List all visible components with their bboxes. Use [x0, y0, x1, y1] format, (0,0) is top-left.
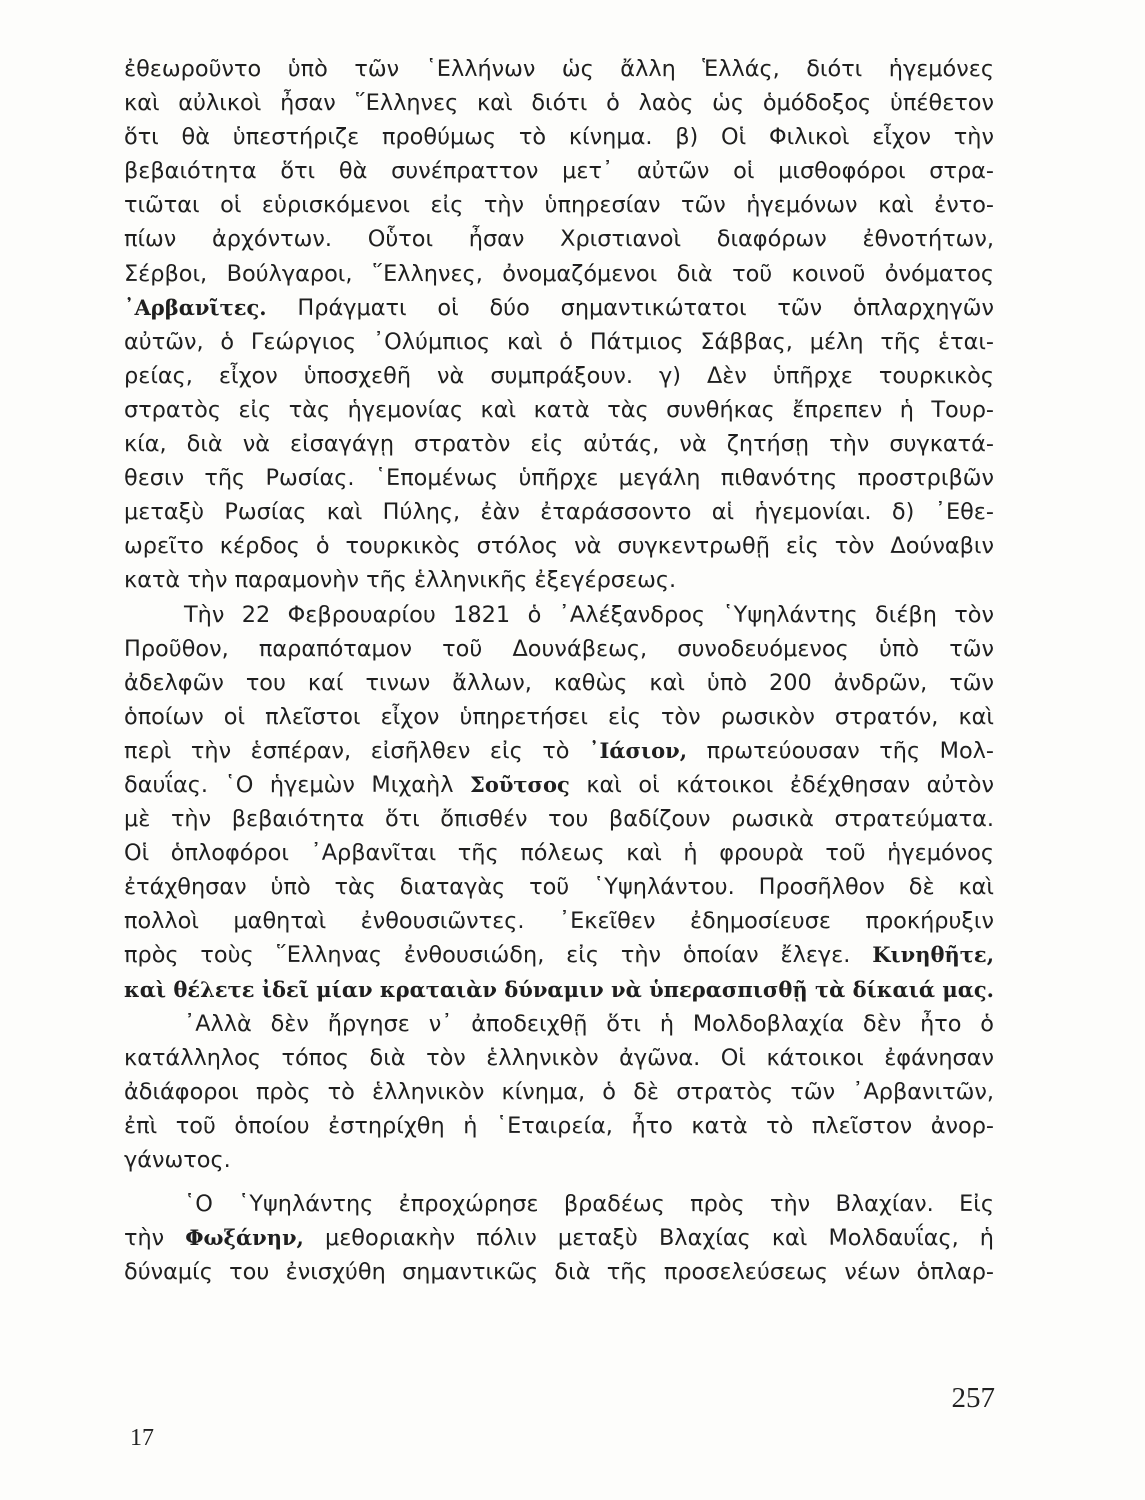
text-run: δαυΐας. ῾Ο ἡγεμὼν Μιχαὴλ	[124, 771, 470, 798]
text-line: θεσιν τῆς Ρωσίας. ῾Επομένως ὑπῆρχε μεγάλη πιθανότης προστριβῶν	[124, 465, 994, 492]
text-line: ἐτάχθησαν ὑπὸ τὰς διαταγὰς τοῦ ῾Υψηλάντου. Προσῆλθον δὲ καὶ	[124, 874, 994, 901]
text-line	[124, 291, 994, 325]
text-line: ἐθεωροῦντο ὑπὸ τῶν ῾Ελλήνων ὡς ἄλλη Ἑλλάς, διότι ἡγεμόνες	[124, 56, 994, 82]
text-line: ἐπὶ τοῦ ὁποίου ἐστηρίχθη ἡ ῾Εταιρεία, ἦτο κατὰ τὸ πλεῖστον ἀνορ-	[124, 1112, 994, 1139]
text-line: κατάλληλος τόπος διὰ τὸν ἑλληνικὸν ἀγῶνα. Οἱ κάτοικοι ἐφάνησαν	[124, 1044, 994, 1071]
text-line: ἀδιάφοροι πρὸς τὸ ἑλληνικὸν κίνημα, ὁ δὲ στρατὸς τῶν ᾽Αρβανιτῶν,	[124, 1078, 994, 1105]
text-line	[124, 938, 994, 972]
text-line	[124, 973, 994, 1007]
text-line: πίων ἀρχόντων. Οὗτοι ἦσαν Χριστιανοὶ διαφόρων ἐθνοτήτων,	[124, 226, 994, 253]
text-line: στρατὸς εἰς τὰς ἡγεμονίας καὶ κατὰ τὰς συνθήκας ἔπρεπεν ἡ Τουρ-	[124, 396, 994, 423]
page-number: 257	[951, 1382, 995, 1414]
signature-mark: 17	[130, 1425, 154, 1451]
text-line: Τὴν 22 Φεβρουαρίου 1821 ὁ ᾽Αλέξανδρος ῾Υψηλάντης διέβη τὸν	[184, 601, 994, 628]
emphasis-term: ᾽Ιάσιον,	[589, 737, 688, 763]
text-line: πολλοὶ μαθηταὶ ἐνθουσιῶντες. ᾽Εκεῖθεν ἐδημοσίευσε προκήρυξιν	[124, 908, 994, 935]
text-run: μεθοριακὴν πόλιν μεταξὺ Βλαχίας καὶ Μολδαυΐας, ἡ	[303, 1225, 994, 1252]
text-run: πρωτεύουσαν τῆς Μολ-	[687, 737, 995, 764]
text-line: μὲ τὴν βεβαιότητα ὅτι ὄπισθέν του βαδίζουν ρωσικὰ στρατεύματα.	[124, 806, 994, 833]
text-line: ωρεῖτο κέρδος ὁ τουρκικὸς στόλος νὰ συγκεντρωθῇ εἰς τὸν Δούναβιν	[124, 533, 994, 560]
text-run: περὶ τὴν ἑσπέραν, εἰσῆλθεν εἰς τὸ	[124, 737, 590, 764]
text-line: καὶ αὐλικοὶ ἦσαν ῞Ελληνες καὶ διότι ὁ λαὸς ὡς ὁμόδοξος ὑπέθετον	[124, 90, 994, 117]
text-line: δύναμίς του ἐνισχύθη σημαντικῶς διὰ τῆς προσελεύσεως νέων ὁπλαρ-	[124, 1259, 994, 1286]
text-line: Σέρβοι, Βούλγαροι, ῞Ελληνες, ὀνομαζόμενοι διὰ τοῦ κοινοῦ ὀνόματος	[124, 260, 994, 287]
text-line: ὅτι θὰ ὑπεστήριζε προθύμως τὸ κίνημα. β) Οἱ Φιλικοὶ εἶχον τὴν	[124, 124, 994, 151]
text-line: τιῶται οἱ εὑρισκόμενοι εἰς τὴν ὑπηρεσίαν τῶν ἡγεμόνων καὶ ἐντο-	[124, 192, 994, 219]
text-line: αὐτῶν, ὁ Γεώργιος ᾽Ολύμπιος καὶ ὁ Πάτμιος Σάββας, μέλη τῆς ἑται-	[124, 328, 994, 355]
text-line: κία, διὰ νὰ εἰσαγάγῃ στρατὸν εἰς αὐτάς, νὰ ζητήσῃ τὴν συγκατά-	[124, 431, 994, 458]
emphasis-term: Σοῦτσος	[469, 771, 570, 797]
text-line: Προῦθον, παραπόταμον τοῦ Δουνάβεως, συνοδευόμενος ὑπὸ τῶν	[124, 635, 994, 662]
text-run: τὴν	[124, 1225, 186, 1252]
text-run: Πράγματι οἱ δύο σημαντικώτατοι τῶν ὁπλαρχηγῶν	[266, 294, 994, 321]
proclamation-quote: καὶ θέλετε ἰδεῖ μίαν κραταιὰν δύναμιν νὰ ὑπερασπισθῇ τὰ δίκαιά μας.	[124, 976, 994, 1002]
text-line: κατὰ τὴν παραμονὴν τῆς ἑλληνικῆς ἐξεγέρσεως.	[124, 567, 677, 594]
emphasis-term: Κινηθῆτε,	[872, 942, 994, 968]
body-text	[124, 52, 994, 1289]
text-line: γάνωτος.	[124, 1147, 231, 1173]
text-line: ᾽Αλλὰ δὲν ἤργησε ν᾽ ἀποδειχθῇ ὅτι ἡ Μολδοβλαχία δὲν ἦτο ὁ	[184, 1010, 994, 1037]
text-line	[124, 734, 994, 768]
emphasis-term: Φωξάνην,	[185, 1225, 304, 1251]
text-line: μεταξὺ Ρωσίας καὶ Πύλης, ἐὰν ἐταράσσοντο αἱ ἡγεμονίαι. δ) ᾽Εθε-	[124, 499, 994, 526]
text-run: πρὸς τοὺς ῞Ελληνας ἐνθουσιώδη, εἰς τὴν ὁποίαν ἔλεγε.	[124, 942, 873, 969]
text-line	[124, 1221, 994, 1255]
text-line: Οἱ ὁπλοφόροι ᾽Αρβανῖται τῆς πόλεως καὶ ἡ φρουρὰ τοῦ ἡγεμόνος	[124, 840, 994, 867]
text-run: καὶ οἱ κάτοικοι ἐδέχθησαν αὐτὸν	[569, 771, 994, 798]
text-line	[124, 768, 994, 802]
text-line: βεβαιότητα ὅτι θὰ συνέπραττον μετ᾽ αὐτῶν οἱ μισθοφόροι στρα-	[124, 158, 994, 185]
text-line: ὁποίων οἱ πλεῖστοι εἶχον ὑπηρετήσει εἰς τὸν ρωσικὸν στρατόν, καὶ	[124, 703, 994, 730]
text-line: ρείας, εἶχον ὑποσχεθῆ νὰ συμπράξουν. γ) Δὲν ὑπῆρχε τουρκικὸς	[124, 362, 994, 389]
text-line: ῾Ο ῾Υψηλάντης ἐπροχώρησε βραδέως πρὸς τὴν Βλαχίαν. Εἰς	[184, 1191, 994, 1218]
text-line: ἀδελφῶν του καί τινων ἄλλων, καθὼς καὶ ὑπὸ 200 ἀνδρῶν, τῶν	[124, 669, 994, 696]
emphasis-term: ᾽Αρβανῖτες.	[124, 294, 267, 320]
